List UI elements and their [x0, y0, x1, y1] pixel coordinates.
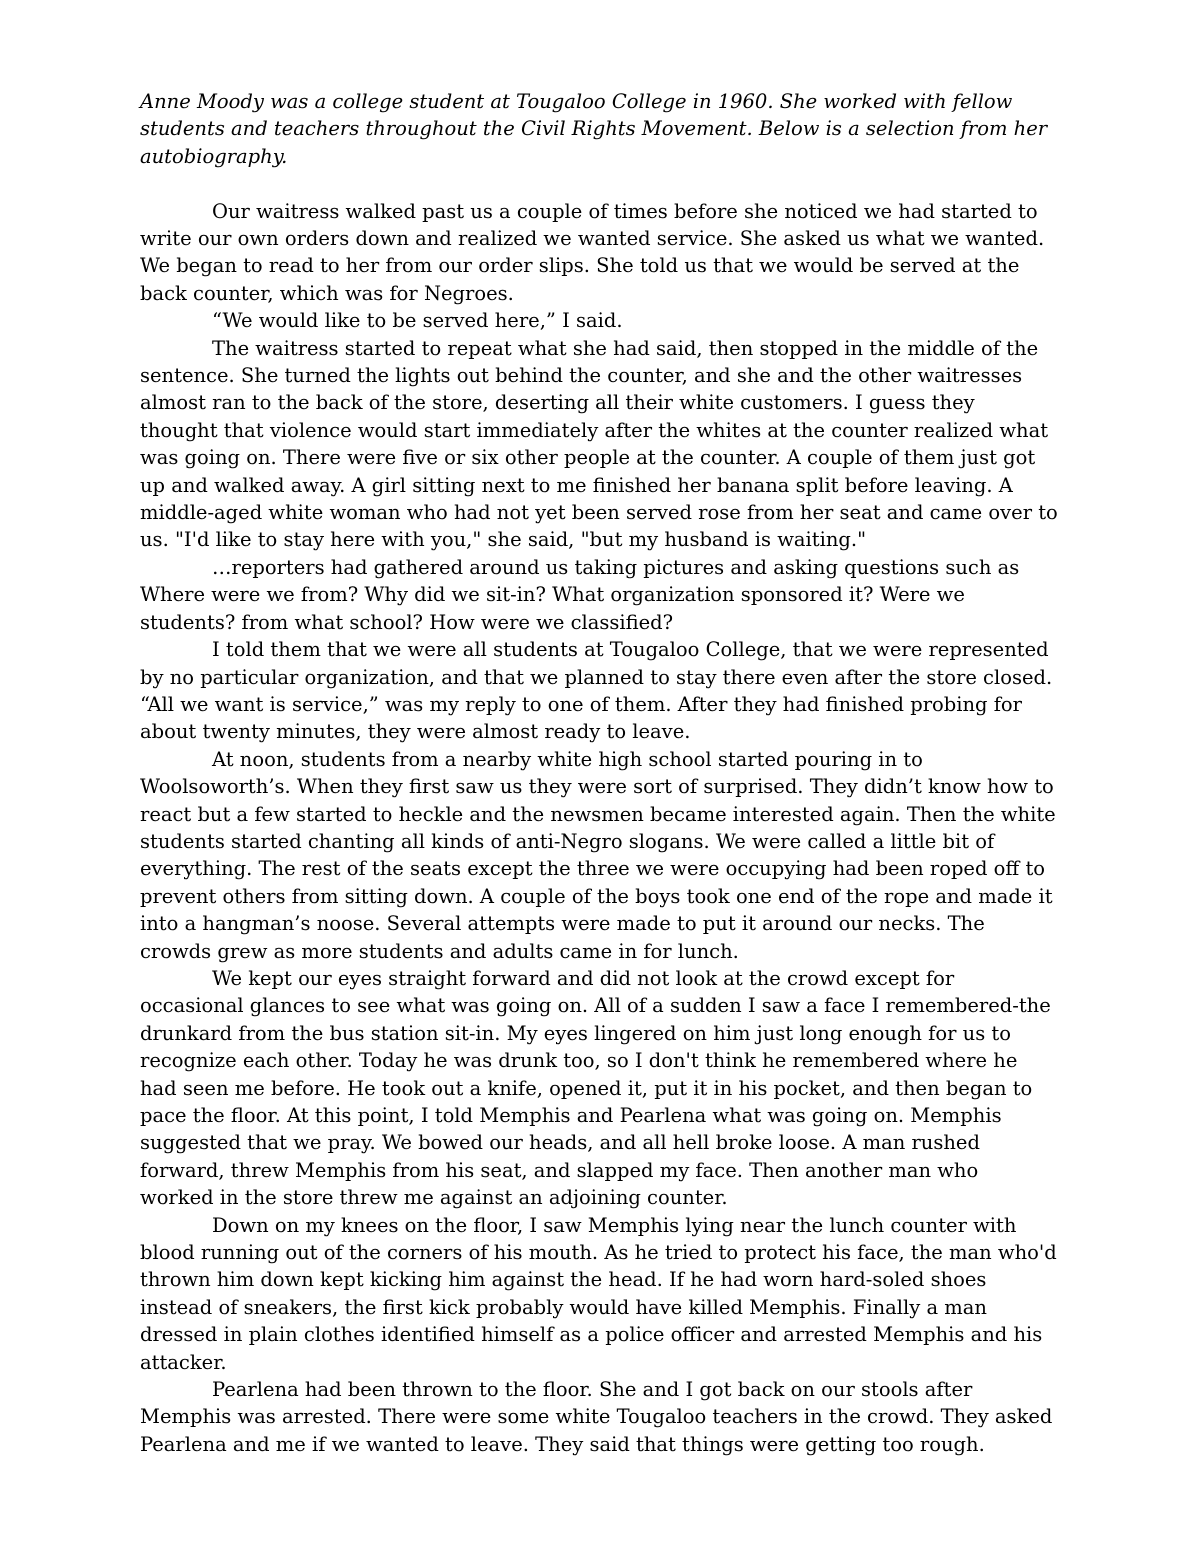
body-paragraph-5: I told them that we were all students at Tougaloo College, that we were represented by no particular organization, and that we planned to stay there even after the store closed. “All we want is service,” was my reply to one of them. After they had finished probing for about twenty minutes, they were almost ready to leave.	[140, 638, 1053, 744]
body-paragraph-4: …reporters had gathered around us taking pictures and asking questions such as Where were we from? Why did we sit-in? What organization sponsored it? Were we students? from what school? How were we classified?	[140, 555, 1020, 634]
intro-paragraph: Anne Moody was a college student at Tougaloo College in 1960. She worked with fellow students and teachers throughout the Civil Rights Movement. Below is a selection from her autobiography.	[140, 90, 1048, 168]
body-paragraph-8: Down on my knees on the floor, I saw Memphis lying near the lunch counter with blood running out of the corners of his mouth. As he tried to protect his face, the man who'd thrown him down kept kicking him against the head. If he had worn hard-soled shoes instead of sneakers, the first kick probably would have killed Memphis. Finally a man dressed in plain clothes identified himself as a police officer and arrested Memphis and his attacker.	[140, 1213, 1057, 1374]
body-paragraph-9: Pearlena had been thrown to the floor. She and I got back on our stools after Memphis was arrested. There were some white Tougaloo teachers in the crowd. They asked Pearlena and me if we wanted to leave. They said that things were getting too rough.	[140, 1378, 1053, 1456]
body-paragraph-6: At noon, students from a nearby white high school started pouring in to Woolsoworth’s. When they first saw us they were sort of surprised. They didn’t know how to react but a few started to heckle and the newsmen became interested again. Then the white students started chanting all kinds of anti-Negro slogans. We were called a little bit of everything. The rest of the seats except the three we were occupying had been roped off to prevent others from sitting down. A couple of the boys took one end of the rope and made it into a hangman’s noose. Several attempts were made to put it around our necks. The crowds grew as more students and adults came in for lunch.	[140, 747, 1056, 963]
body-paragraph-1: Our waitress walked past us a couple of times before she noticed we had started to write our own orders down and realized we wanted service. She asked us what we wanted. We began to read to her from our order slips. She told us that we would be served at the back counter, which was for Negroes.	[140, 199, 1045, 305]
body-paragraph-3: The waitress started to repeat what she had said, then stopped in the middle of the sentence. She turned the lights out behind the counter, and she and the other waitresses almost ran to the back of the store, deserting all their white customers. I guess they thought that violence would start immediately after the whites at the counter realized what was going on. There were five or six other people at the counter. A couple of them just got up and walked away. A girl sitting next to me finished her banana split before leaving. A middle-aged white woman who had not yet been served rose from her seat and came over to us. "I'd like to stay here with you," she said, "but my husband is waiting."	[140, 336, 1058, 552]
body-paragraph-7: We kept our eyes straight forward and did not look at the crowd except for occasional glances to see what was going on. All of a sudden I saw a face I remembered-the drunkard from the bus station sit-in. My eyes lingered on him just long enough for us to recognize each other. Today he was drunk too, so I don't think he remembered where he had seen me before. He took out a knife, opened it, put it in his pocket, and then began to pace the floor. At this point, I told Memphis and Pearlena what was going on. Memphis suggested that we pray. We bowed our heads, and all hell broke loose. A man rushed forward, threw Memphis from his seat, and slapped my face. Then another man who worked in the store threw me against an adjoining counter.	[140, 966, 1051, 1210]
document-page	[140, 88, 1058, 1458]
body-paragraph-2: “We would like to be served here,” I said.	[212, 309, 623, 333]
